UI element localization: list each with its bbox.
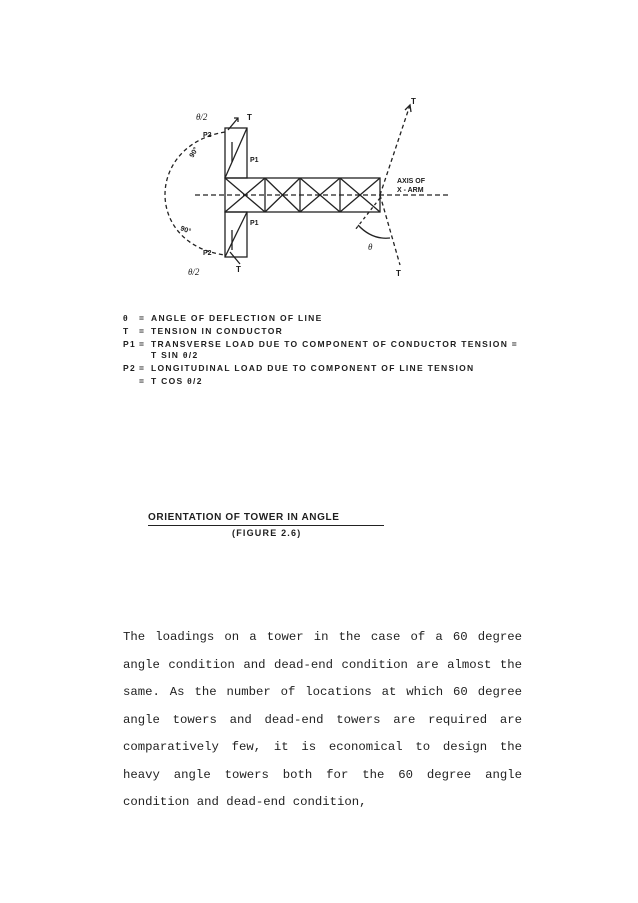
legend-equals: = bbox=[139, 313, 146, 323]
label-theta-half-bottom: θ/2 bbox=[188, 267, 200, 277]
legend-text: TRANSVERSE LOAD DUE TO COMPONENT OF CONDUCTOR TENSION = T SIN θ/2 bbox=[151, 339, 519, 360]
label-p1-top: P1 bbox=[250, 157, 259, 164]
legend-symbol: P2 bbox=[123, 363, 136, 373]
figure-legend bbox=[123, 313, 523, 389]
legend-equals: = bbox=[139, 376, 146, 386]
legend-equals: = bbox=[139, 363, 146, 373]
label-theta-right: θ bbox=[368, 242, 373, 252]
legend-equals: = bbox=[139, 326, 146, 336]
legend-row bbox=[123, 363, 523, 374]
legend-row bbox=[123, 326, 523, 337]
label-angle-top: 90° bbox=[188, 146, 201, 159]
top-crossarm-brace bbox=[225, 128, 247, 178]
figure-caption bbox=[148, 512, 384, 538]
legend-text: T COS θ/2 bbox=[151, 376, 203, 386]
legend-equals: = bbox=[139, 339, 146, 349]
caption-subtitle: (FIGURE 2.6) bbox=[232, 528, 302, 538]
legend-symbol bbox=[123, 376, 139, 387]
bottom-crossarm-brace bbox=[225, 212, 247, 257]
label-axis-line2: X - ARM bbox=[397, 187, 424, 194]
legend-symbol: θ bbox=[123, 313, 129, 323]
legend-text: LONGITUDINAL LOAD DUE TO COMPONENT OF LINE TENSION bbox=[151, 363, 475, 373]
legend-row bbox=[123, 376, 523, 387]
label-t-bottom: T bbox=[236, 265, 242, 274]
label-t-right-top: T bbox=[411, 97, 417, 106]
label-p2-top: P2 bbox=[203, 132, 212, 139]
label-angle-bottom: 90° bbox=[179, 225, 192, 236]
label-axis-line1: AXIS OF bbox=[397, 178, 426, 185]
legend-row bbox=[123, 313, 523, 324]
caption-title: ORIENTATION OF TOWER IN ANGLE bbox=[148, 512, 384, 526]
label-theta-half-top: θ/2 bbox=[196, 112, 208, 122]
legend-text: TENSION IN CONDUCTOR bbox=[151, 326, 284, 336]
label-p2-bottom: P2 bbox=[203, 250, 212, 257]
legend-symbol: P1 bbox=[123, 339, 136, 349]
label-t-top: T bbox=[247, 113, 253, 122]
legend-row bbox=[123, 339, 523, 361]
legend-symbol: T bbox=[123, 326, 130, 336]
diagram-svg bbox=[100, 90, 540, 320]
tension-line-lower bbox=[380, 195, 400, 265]
label-t-right-bottom: T bbox=[396, 269, 402, 278]
legend-text: ANGLE OF DEFLECTION OF LINE bbox=[151, 313, 323, 323]
theta-arc bbox=[358, 225, 390, 238]
label-p1-bottom: P1 bbox=[250, 220, 259, 227]
body-paragraph: The loadings on a tower in the case of a 60 degree angle condition and dead-end condition are almost the same. As the number of locations at which 60 degree angle towers and dead-end towers are required are comparatively few, it is economical to design the heavy angle towers both for the 60 degree angle condition and dead-end condition, bbox=[123, 630, 522, 809]
